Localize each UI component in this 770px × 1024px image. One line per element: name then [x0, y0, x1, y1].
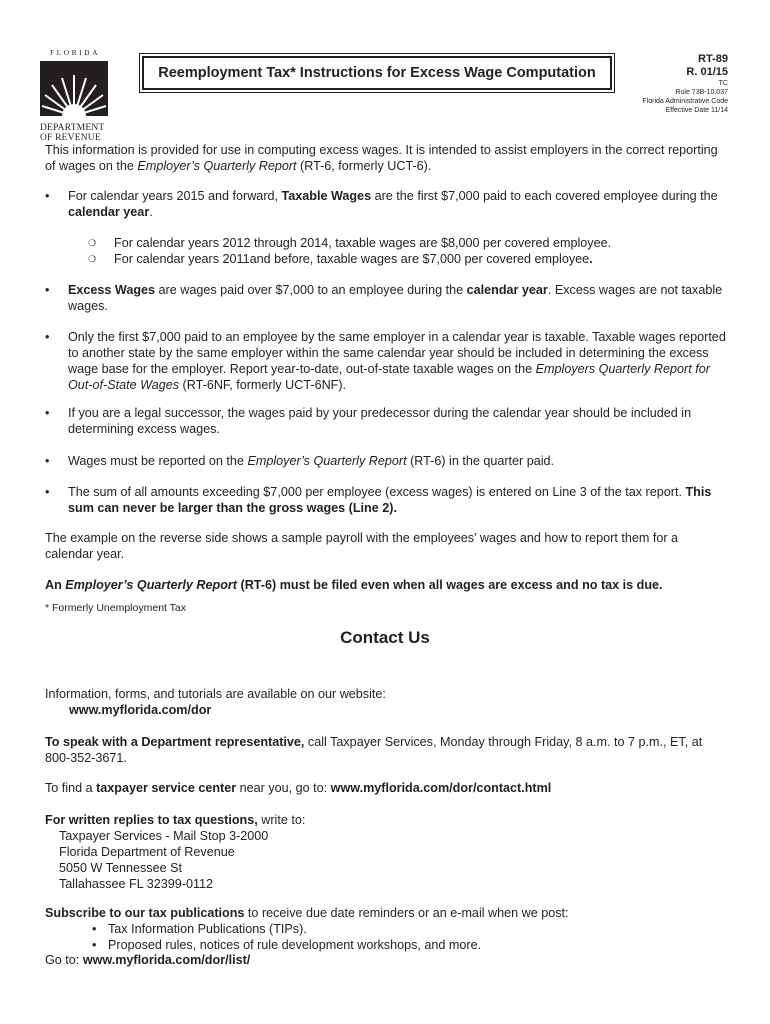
title-box	[139, 53, 615, 93]
text-segment: For calendar years 2012 through 2014, taxable wages are $8,000 per covered employee.	[114, 236, 612, 250]
text-segment: 5050 W Tennessee St	[59, 861, 182, 875]
text-segment: (RT-6) in the quarter paid.	[406, 454, 555, 468]
bullet-report-quarter	[45, 453, 728, 469]
bullet-icon: •	[45, 283, 50, 297]
text-segment: This information is provided for use in computing excess wages. It is intended to assist employers in the correct reporting of wages on the	[45, 143, 718, 173]
text-segment[interactable]: www.myflorida.com/dor	[69, 703, 212, 717]
text-segment: Florida Department of Revenue	[59, 845, 235, 859]
text-segment: calendar year	[466, 283, 548, 297]
logo-state: FLORIDA	[49, 48, 100, 57]
speak-paragraph	[45, 734, 725, 766]
contact-heading: Contact Us	[340, 628, 430, 647]
text-segment: For written replies to tax questions,	[45, 813, 258, 827]
text-segment: An	[45, 578, 66, 592]
text-segment: (RT-6, formerly UCT-6).	[296, 159, 432, 173]
form-effective-date: Effective Date 11/14	[665, 107, 728, 114]
text-segment[interactable]: www.myflorida.com/dor/list/	[82, 953, 251, 967]
form-tc: TC	[718, 80, 728, 87]
bullet-excess-wages	[45, 282, 728, 314]
bullet-icon: •	[45, 189, 50, 203]
address-line-2	[59, 844, 739, 860]
text-segment: Taxable Wages	[281, 189, 372, 203]
circle-bullet-icon: ❍	[88, 238, 97, 248]
intro-paragraph	[45, 142, 725, 174]
text-segment: To find a	[45, 781, 97, 795]
bullet-icon: •	[45, 406, 50, 420]
text-segment: (RT-6) must be filed even when all wages are excess and no tax is due.	[237, 578, 663, 592]
subscribe-item-tips	[92, 921, 770, 937]
sub-bullet-2011-before	[88, 251, 714, 267]
text-segment: .	[589, 252, 593, 266]
sunburst-logo-icon	[40, 61, 108, 116]
website-link[interactable]	[69, 702, 749, 718]
bullet-icon: •	[45, 330, 50, 344]
text-segment: Employers Quarterly Report for Out-of-State Wages	[68, 362, 710, 392]
bullet-taxable-wages	[45, 188, 728, 220]
text-segment: Employer’s Quarterly Report	[137, 159, 297, 173]
footnote	[45, 600, 725, 616]
goto-list-paragraph	[45, 952, 725, 968]
must-file-paragraph	[45, 577, 725, 593]
subscribe-item-rules	[92, 937, 770, 953]
logo-dept-line1: DEPARTMENT	[40, 123, 105, 133]
address-line-4	[59, 876, 739, 892]
text-segment: The example on the reverse side shows a sample payroll with the employees’ wages and how to report them for a calendar year.	[45, 531, 679, 561]
text-segment: call Taxpayer Services, Monday through Friday, 8 a.m. to 7 p.m., ET, at 800-352-3671.	[45, 735, 703, 765]
text-segment: Subscribe to our tax publications	[45, 906, 245, 920]
text-segment: Only the first $7,000 paid to an employee by the same employer in a calendar year is taxable. Taxable wages reported to another state by the same employer within the same calendar year should be included in determining the excess wage base for the employer. Report year-to-date, out-of-state taxable wages on the	[68, 330, 726, 376]
text-segment: For calendar years 2015 and forward,	[68, 189, 282, 203]
info-paragraph	[45, 686, 725, 702]
form-rule: Rule 73B-10.037	[675, 89, 728, 96]
page-title: Reemployment Tax* Instructions for Excess Wage Computation	[142, 56, 612, 90]
text-segment: . Excess wages are not taxable wages.	[68, 283, 723, 313]
bullet-icon: •	[92, 938, 97, 952]
text-segment: Employer’s Quarterly Report	[65, 578, 238, 592]
example-paragraph	[45, 530, 725, 562]
find-center-paragraph	[45, 780, 725, 796]
form-meta	[642, 53, 728, 115]
text-segment: Information, forms, and tutorials are available on our website:	[45, 687, 386, 701]
text-segment: (RT-6NF, formerly UCT-6NF).	[179, 378, 347, 392]
form-revision: R. 01/15	[686, 66, 728, 78]
text-segment: * Formerly Unemployment Tax	[45, 602, 187, 614]
form-number: RT-89	[698, 53, 728, 65]
bullet-legal-successor	[45, 405, 728, 437]
address-line-3	[59, 860, 739, 876]
text-segment: Proposed rules, notices of rule development workshops, and more.	[108, 938, 482, 952]
bullet-icon: •	[45, 454, 50, 468]
text-segment: If you are a legal successor, the wages paid by your predecessor during the calendar year should be included in determining excess wages.	[68, 406, 692, 436]
florida-dor-logo	[40, 45, 110, 143]
bullet-first-7000	[45, 329, 728, 393]
bullet-icon: •	[45, 485, 50, 499]
text-segment: Employer’s Quarterly Report	[247, 454, 407, 468]
logo-dept-line2: OF REVENUE	[40, 133, 101, 143]
sub-bullet-2012-2014	[88, 235, 714, 251]
text-segment: to receive due date reminders or an e-mail when we post:	[244, 906, 569, 920]
circle-bullet-icon: ❍	[88, 254, 97, 264]
text-segment: Taxpayer Services - Mail Stop 3-2000	[59, 829, 269, 843]
bullet-sum-excess	[45, 484, 728, 516]
text-segment: Go to:	[45, 953, 83, 967]
text-segment: near you, go to:	[236, 781, 331, 795]
text-segment: Tax Information Publications (TIPs).	[108, 922, 307, 936]
form-code: Florida Administrative Code	[642, 98, 728, 105]
text-segment[interactable]: www.myflorida.com/dor/contact.html	[330, 781, 552, 795]
written-replies-paragraph	[45, 812, 725, 828]
text-segment: Wages must be reported on the	[68, 454, 248, 468]
address-line-1	[59, 828, 739, 844]
text-segment: For calendar years 2011and before, taxable wages are $7,000 per covered employee	[114, 252, 590, 266]
text-segment: The sum of all amounts exceeding $7,000 per employee (excess wages) is entered on Line 3 of the tax report.	[68, 485, 686, 499]
text-segment: are the first $7,000 paid to each covered employee during the	[371, 189, 718, 203]
text-segment: write to:	[257, 813, 306, 827]
subscribe-paragraph	[45, 905, 725, 921]
text-segment: This sum can never be larger than the gross wages (Line 2).	[68, 485, 712, 515]
text-segment: taxpayer service center	[96, 781, 237, 795]
text-segment: Excess Wages	[68, 283, 156, 297]
text-segment: are wages paid over $7,000 to an employee during the	[155, 283, 467, 297]
text-segment: .	[149, 205, 153, 219]
text-segment: calendar year	[68, 205, 150, 219]
bullet-icon: •	[92, 922, 97, 936]
text-segment: To speak with a Department representative,	[45, 735, 305, 749]
text-segment: Tallahassee FL 32399-0112	[59, 877, 214, 891]
